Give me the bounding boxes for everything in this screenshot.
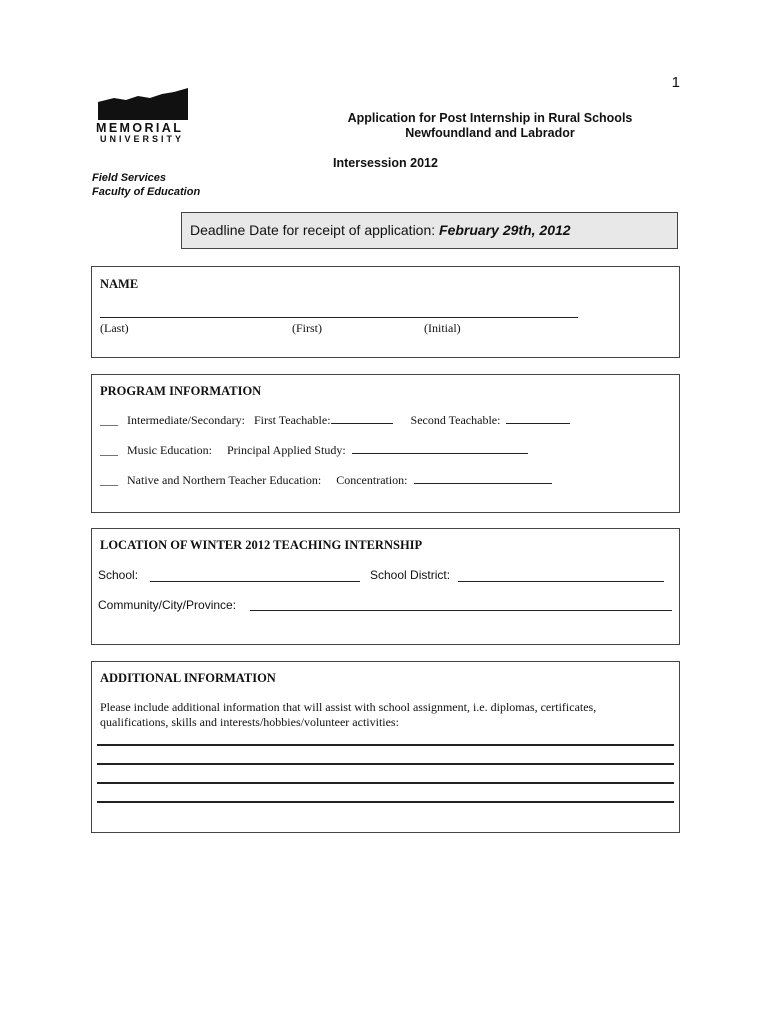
- first-teachable-input[interactable]: [331, 413, 393, 424]
- department: [92, 171, 200, 199]
- deadline-date: February 29th, 2012: [439, 222, 571, 238]
- community-label: Community/City/Province:: [98, 598, 237, 612]
- deadline-box: [181, 212, 678, 249]
- principal-applied-input[interactable]: [352, 443, 528, 454]
- concentration-label: Concentration:: [336, 473, 408, 487]
- name-section: [91, 266, 680, 358]
- name-initial-label: (Initial): [424, 321, 461, 335]
- title-line-2: Newfoundland and Labrador: [405, 126, 575, 140]
- additional-input-line-2[interactable]: [97, 763, 674, 765]
- principal-applied-label: Principal Applied Study:: [226, 443, 346, 457]
- deadline-label: Deadline Date for receipt of application:: [190, 222, 436, 238]
- intermediate-label: Intermediate/Secondary:: [127, 413, 245, 427]
- additional-input-line-1[interactable]: [97, 744, 674, 746]
- music-checkbox-blank[interactable]: ___: [100, 443, 118, 457]
- page-number: 1: [671, 74, 680, 91]
- logo-wordmark-university: UNIVERSITY: [100, 134, 185, 144]
- name-first-label: (First): [292, 321, 322, 335]
- name-section-title: NAME: [100, 277, 139, 291]
- school-input[interactable]: [150, 581, 360, 582]
- session-label: Intersession 2012: [333, 156, 438, 170]
- additional-text-line-2: qualifications, skills and interests/hobbies/volunteer activities:: [100, 715, 399, 729]
- dept-line-2: Faculty of Education: [92, 186, 201, 198]
- school-label: School:: [98, 568, 139, 582]
- native-checkbox-blank[interactable]: ___: [100, 473, 118, 487]
- community-input[interactable]: [250, 610, 672, 611]
- additional-section: [91, 661, 680, 833]
- name-last-label: (Last): [100, 321, 129, 335]
- first-teachable-label: First Teachable:: [253, 413, 331, 427]
- music-label: Music Education:: [127, 443, 212, 457]
- program-section-title: PROGRAM INFORMATION: [100, 384, 262, 398]
- concentration-input[interactable]: [414, 473, 552, 484]
- deadline-text: [190, 222, 571, 238]
- program-row-native: [100, 473, 552, 488]
- additional-input-line-4[interactable]: [97, 801, 674, 803]
- logo-wordmark-memorial: MEMORIAL: [96, 121, 184, 135]
- second-teachable-input[interactable]: [506, 413, 570, 424]
- location-section-title: LOCATION OF WINTER 2012 TEACHING INTERNSHIP: [100, 538, 423, 552]
- title-line-1: Application for Post Internship in Rural Schools: [347, 111, 633, 125]
- program-row-intermediate: [100, 413, 570, 428]
- school-district-input[interactable]: [458, 581, 664, 582]
- dept-line-1: Field Services: [92, 172, 166, 184]
- program-row-music: [100, 443, 528, 458]
- additional-section-title: ADDITIONAL INFORMATION: [100, 671, 276, 685]
- second-teachable-label: Second Teachable:: [410, 413, 501, 427]
- name-input-line[interactable]: [100, 317, 578, 318]
- program-section: [91, 374, 680, 513]
- document-title: [330, 111, 650, 141]
- additional-text-line-1: Please include additional information that will assist with school assignment, i.e. diplomas, certificates,: [100, 700, 597, 714]
- additional-input-line-3[interactable]: [97, 782, 674, 784]
- intermediate-checkbox-blank[interactable]: ___: [100, 413, 118, 427]
- native-label: Native and Northern Teacher Education:: [127, 473, 322, 487]
- school-district-label: School District:: [370, 568, 451, 582]
- location-section: [91, 528, 680, 645]
